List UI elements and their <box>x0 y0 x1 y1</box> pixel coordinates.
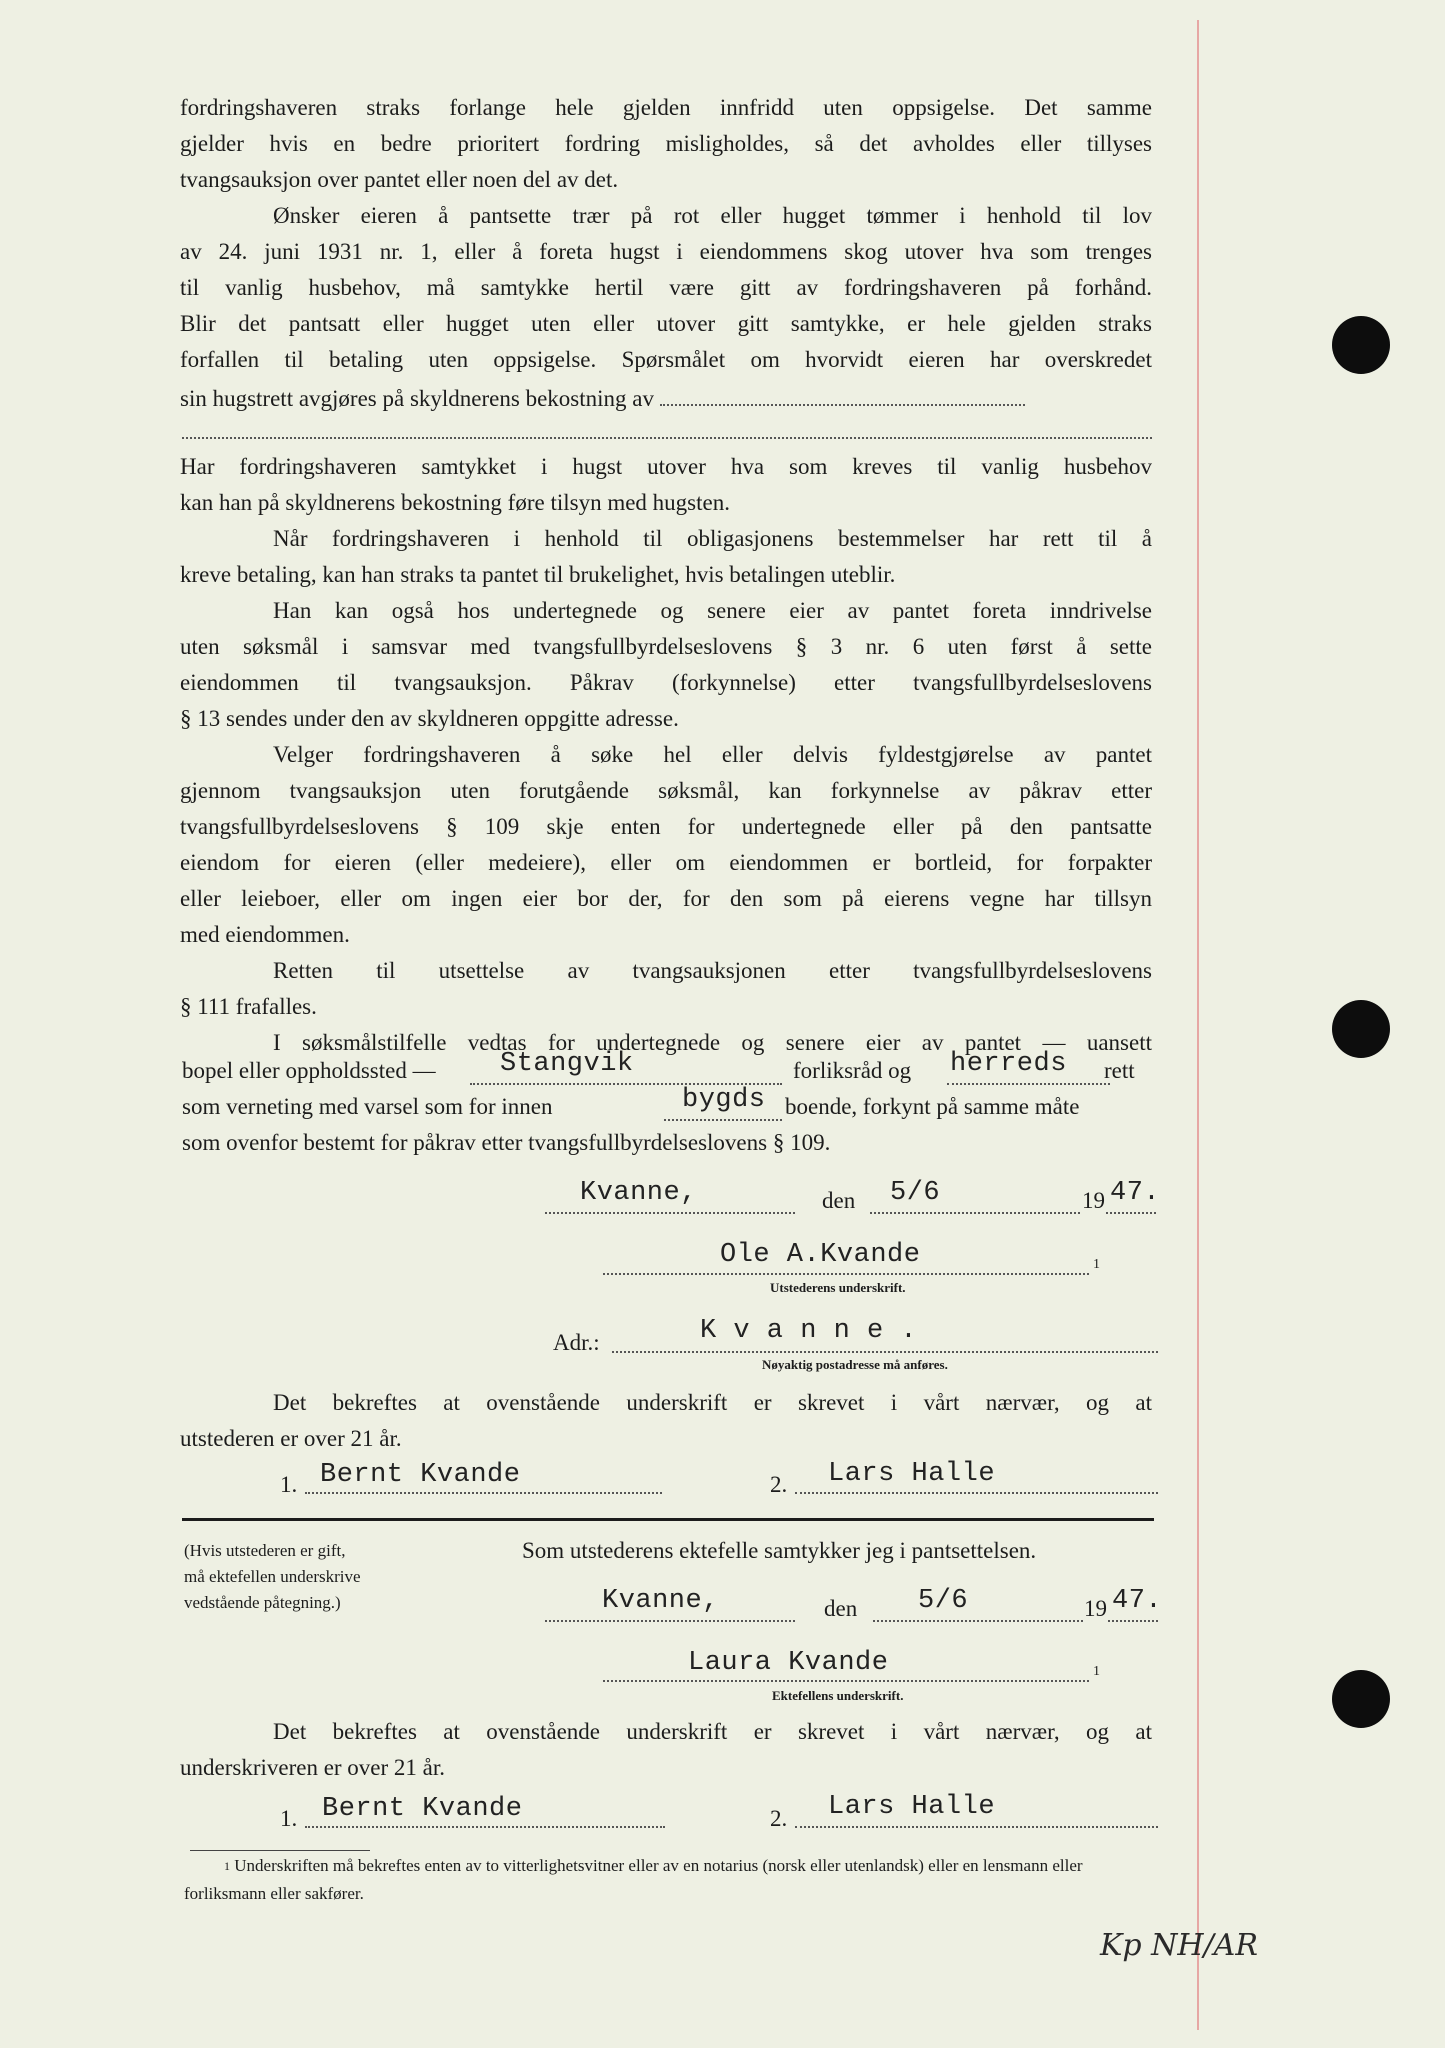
text-line: underskriveren er over 21 år. <box>180 1755 446 1780</box>
text-line: Har fordringshaveren samtykket i hugst utover hva som kreves til vanlig husbehov <box>180 454 1152 479</box>
paragraph-block-a <box>180 90 1152 417</box>
punch-hole <box>1332 1000 1390 1058</box>
venue-text: som verneting med varsel som for innen <box>182 1094 553 1119</box>
text-line: eller leieboer, eller om ingen eier bor der, for den som på eierens vegne har tillsyn <box>180 886 1152 911</box>
text-line: Retten til utsettelse av tvangsauksjonen etter tvangsfullbyrdelseslovens <box>273 958 1152 983</box>
text-line: eiendommen til tvangsauksjon. Påkrav (forkynnelse) etter tvangsfullbyrdelseslovens <box>180 670 1152 695</box>
footnote <box>184 1852 1164 1908</box>
text-line: Det bekreftes at ovenstående underskrift er skrevet i vårt nærvær, og at <box>273 1390 1152 1415</box>
footnote-mark: 1 <box>1093 1257 1100 1272</box>
note-line: vedstående påtegning.) <box>184 1593 341 1612</box>
footnote-mark: 1 <box>1093 1664 1100 1679</box>
text-line: § 13 sendes under den av skyldneren oppgitte adresse. <box>180 706 679 731</box>
place-fill: Kvanne, <box>602 1586 719 1616</box>
witness-1-signature: Bernt Kvande <box>320 1460 521 1490</box>
witness-2-line <box>795 1826 1158 1828</box>
text-line: tvangsfullbyrdelseslovens § 109 skje enten for undertegnede eller på den pantsatte <box>180 814 1152 839</box>
year-line <box>1108 1620 1158 1622</box>
venue-area-fill: bygds <box>682 1085 766 1115</box>
witness-1-line <box>305 1826 665 1828</box>
footnote-text: Underskriften må bekreftes enten av to vitterlighetsvitner eller av en notarius (norsk eller utenlandsk) eller en lensmann eller forliksmann eller sakfører. <box>184 1856 1083 1903</box>
hugst-line-text: sin hugstrett avgjøres på skyldnerens bekostning av <box>180 386 654 411</box>
date-line <box>873 1620 1083 1622</box>
spouse-consent-text: Som utstederens ektefelle samtykker jeg i pantsettelsen. <box>522 1538 1037 1563</box>
venue-place-fill: Stangvik <box>500 1049 634 1079</box>
text-line: I søksmålstilfelle vedtas for undertegnede og senere eier av pantet — uansett <box>273 1030 1152 1055</box>
text-line: til vanlig husbehov, må samtykke hertil være gitt av fordringshaveren på forhånd. <box>180 275 1152 300</box>
witness-statement <box>180 1385 1152 1457</box>
date-fill: 5/6 <box>890 1178 941 1208</box>
venue-text: som ovenfor bestemt for påkrav etter tvangsfullbyrdelseslovens § 109. <box>182 1130 831 1155</box>
punch-hole <box>1332 1670 1390 1728</box>
year-fill: 47. <box>1112 1586 1163 1616</box>
venue-text: bopel eller oppholdssted — <box>182 1058 436 1083</box>
address-line <box>612 1351 1158 1353</box>
text-line: kan han på skyldnerens bekostning føre tilsyn med hugsten. <box>180 490 730 515</box>
address-fill: K v a n n e . <box>700 1316 918 1346</box>
text-line: Han kan også hos undertegnede og senere eier av pantet foreta inndrivelse <box>273 598 1152 623</box>
text-line: Når fordringshaveren i henhold til obligasjonens bestemmelser har rett til å <box>273 526 1152 551</box>
venue-text: forliksråd og <box>793 1058 912 1083</box>
witness-1-number: 1. <box>280 1472 298 1497</box>
witness-2-line <box>795 1492 1158 1494</box>
year-prefix: 19 <box>1084 1596 1107 1621</box>
spouse-witness-statement <box>180 1714 1152 1786</box>
witness-2-number: 2. <box>770 1806 788 1831</box>
witness-1-signature: Bernt Kvande <box>322 1794 523 1824</box>
witness-1-line <box>305 1492 662 1494</box>
paragraph-block-b <box>180 449 1152 1061</box>
text-line: Ønsker eieren å pantsette trær på rot eller hugget tømmer i henhold til lov <box>273 203 1152 228</box>
text-line: kreve betaling, kan han straks ta pantet til brukelighet, hvis betalingen uteblir. <box>180 562 896 587</box>
venue-court-line <box>947 1083 1110 1085</box>
text-line: fordringshaveren straks forlange hele gjelden innfridd uten oppsigelse. Det samme <box>180 95 1152 120</box>
venue-area-line <box>664 1119 782 1121</box>
red-margin-line <box>1197 20 1199 2030</box>
den-label: den <box>822 1188 856 1213</box>
text-line: gjelder hvis en bedre prioritert fordring misligholdes, så det avholdes eller tillyses <box>180 131 1152 156</box>
text-line: Blir det pantsatt eller hugget uten eller utover gitt samtykke, er hele gjelden straks <box>180 311 1152 336</box>
text-line: Det bekreftes at ovenstående underskrift er skrevet i vårt nærvær, og at <box>273 1719 1152 1744</box>
date-fill: 5/6 <box>918 1586 969 1616</box>
venue-text: boende, forkynt på samme måte <box>785 1094 1080 1119</box>
blank-field <box>660 378 1025 406</box>
issuer-signature-line <box>603 1273 1089 1275</box>
spouse-signature-line <box>603 1680 1089 1682</box>
witness-2-signature: Lars Halle <box>828 1459 996 1489</box>
section-divider <box>182 1518 1154 1521</box>
year-fill: 47. <box>1110 1178 1161 1208</box>
place-line <box>545 1212 795 1214</box>
text-line <box>180 378 1152 417</box>
text-line: uten søksmål i samsvar med tvangsfullbyrdelseslovens § 3 nr. 6 uten først å sette <box>180 634 1152 659</box>
text-line: utstederen er over 21 år. <box>180 1426 402 1451</box>
punch-hole <box>1332 316 1390 374</box>
witness-2-number: 2. <box>770 1472 788 1497</box>
text-line: forfallen til betaling uten oppsigelse. Spørsmålet om hvorvidt eieren har overskredet <box>180 347 1152 372</box>
text-line: eiendom for eieren (eller medeiere), eller om eiendommen er bortleid, for forpakter <box>180 850 1152 875</box>
address-caption: Nøyaktig postadresse må anføres. <box>762 1357 948 1372</box>
den-label: den <box>824 1596 858 1621</box>
footnote-mark: 1 <box>224 1859 230 1873</box>
spouse-signature: Laura Kvande <box>688 1648 889 1678</box>
text-line: av 24. juni 1931 nr. 1, eller å foreta hugst i eiendommens skog utover hva som trenges <box>180 239 1152 264</box>
footnote-rule <box>190 1850 370 1851</box>
witness-1-number: 1. <box>280 1806 298 1831</box>
place-fill: Kvanne, <box>580 1178 697 1208</box>
venue-text: rett <box>1104 1058 1135 1083</box>
text-line: tvangsauksjon over pantet eller noen del av det. <box>180 167 619 192</box>
text-line: Velger fordringshaveren å søke hel eller delvis fyldestgjørelse av pantet <box>273 742 1152 767</box>
witness-2-signature: Lars Halle <box>828 1792 996 1822</box>
blank-field-line <box>182 437 1152 439</box>
handwritten-note: Kp NH/AR <box>1100 1928 1258 1963</box>
issuer-signature: Ole A.Kvande <box>720 1240 921 1270</box>
venue-court-fill: herreds <box>950 1049 1067 1079</box>
text-line: § 111 frafalles. <box>180 994 317 1019</box>
issuer-caption: Utstederens underskrift. <box>770 1280 906 1295</box>
text-line: gjennom tvangsauksjon uten forutgående søksmål, kan forkynnelse av påkrav etter <box>180 778 1152 803</box>
spouse-caption: Ektefellens underskrift. <box>772 1688 904 1703</box>
date-line <box>870 1212 1080 1214</box>
place-line <box>545 1620 795 1622</box>
year-prefix: 19 <box>1082 1188 1105 1213</box>
year-line <box>1106 1212 1156 1214</box>
address-label: Adr.: <box>553 1330 600 1355</box>
spouse-note <box>184 1538 361 1616</box>
note-line: må ektefellen underskrive <box>184 1567 361 1586</box>
text-line: med eiendommen. <box>180 922 350 947</box>
note-line: (Hvis utstederen er gift, <box>184 1541 346 1560</box>
